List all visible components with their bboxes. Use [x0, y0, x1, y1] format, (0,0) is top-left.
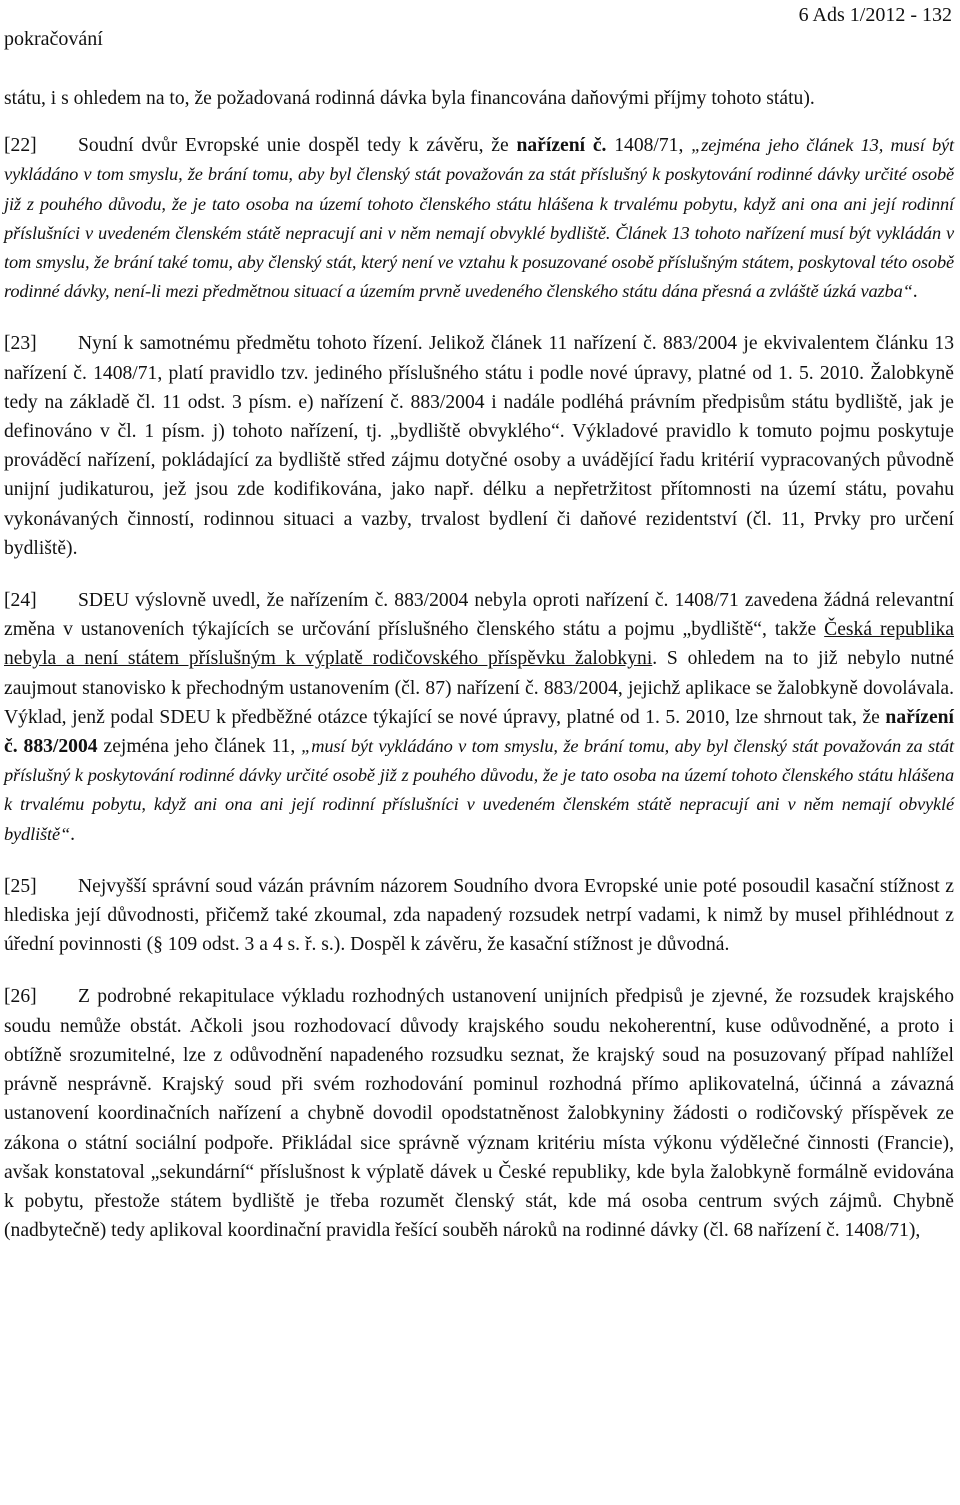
header-case-number: 6 Ads 1/2012 - 132 — [798, 4, 952, 26]
paragraph-text: . — [70, 823, 75, 845]
paragraph-number: [22] — [4, 135, 37, 157]
paragraph-25 — [4, 872, 954, 960]
paragraph-text: Nyní k samotnému předmětu tohoto řízení. Jelikož článek 11 nařízení č. 883/2004 je ekvivalentem článku 13 nařízení č. 1408/71, platí pravidlo tzv. jediného příslušného státu i podle nové úpravy, platné od 1. 5. 2010. Žalobkyně tedy na základě čl. 11 odst. 3 písm. e) nařízení č. 883/2004 i nadále podléhá právním předpisům státu bydliště, jak je definováno v čl. 1 písm. j) tohoto nařízení, tj. „bydliště obvyklého“. Výkladové pravidlo k tomuto pojmu poskytuje prováděcí nařízení, pokládající za bydliště střed zájmu dotyčné osoby a uvádějící řadu kritérií vypracovaných původně unijní judikaturou, jež jsou zde kodifikována, jako např. délku a nepřetržitost přítomnosti na území státu, povahu vykonávaných činností, rodinnou situaci a vazby, trvalost bydlení či daňové rezidentství (čl. 11, Prvky pro určení bydliště). — [4, 333, 954, 559]
paragraph-text: . S ohledem na to již nebylo nutné zaujmout stanovisko k přechodným ustanovením (čl. 87) nařízení č. 883/2004, jejichž aplikace se žalobkyně dovolávala. Výklad, jenž podal SDEU k předběžné otázce týkající se nové úpravy, platné od 1. 5. 2010, lze shrnout tak, že — [4, 648, 954, 728]
paragraph-number: [26] — [4, 986, 37, 1008]
paragraph-intro — [4, 84, 954, 113]
underlined-text: Česká republika nebyla a není státem příslušným k výplatě rodičovského příspěvku žalobkyni — [4, 619, 955, 670]
bold-text: nařízení č. — [516, 135, 607, 157]
paragraph-text: Nejvyšší správní soud vázán právním názorem Soudního dvora Evropské unie poté posoudil kasační stížnost z hlediska její důvodnosti, přičemž také zkoumal, zda napadený rozsudek netrpí vadami, k nimž by musel přihlédnout z úřední povinnosti (§ 109 odst. 3 a 4 s. ř. s.). Dospěl k závěru, že kasační stížnost je důvodná. — [4, 875, 954, 956]
paragraph-22 — [4, 131, 954, 306]
paragraph-number: [23] — [4, 333, 37, 355]
document-body — [4, 84, 954, 1268]
paragraph-text: . — [912, 281, 918, 303]
intro-text: státu, i s ohledem na to, že požadovaná rodinná dávka byla financována daňovými příjmy tohoto státu). — [4, 88, 815, 109]
paragraph-text: SDEU výslovně uvedl, že nařízením č. 883/2004 nebyla oproti nařízení č. 1408/71 zavedena žádná relevantní změna v ustanoveních týkajících se určování příslušného členského státu a pojmu „bydliště“, takže — [4, 590, 954, 641]
paragraph-number: [25] — [4, 875, 37, 897]
italic-quote: „musí být vykládáno v tom smyslu, že brání tomu, aby byl členský stát považován za stát příslušný k poskytování rodinné dávky určité osobě již z pouhého důvodu, že je tato osoba na území tohoto členského státu hlášena k trvalému pobytu, když ani ona ani její rodinní příslušníci v uvedeném členském státě nepracují ani v něm nemají obvyklé bydliště“ — [4, 736, 954, 844]
paragraph-26 — [4, 982, 954, 1245]
italic-quote: „zejména jeho článek 13, musí být vykládáno v tom smyslu, že brání tomu, aby byl členský stát považován za stát příslušný k poskytování rodinné dávky určité osobě již z pouhého důvodu, že je tato osoba na území tohoto členského státu hlášena k trvalému pobytu, když ani ona ani její rodinní příslušníci v uvedeném členském státě nepracují ani v něm nemají obvyklé bydliště. Článek 13 tohoto nařízení musí být vykládán v tom smyslu, že brání také tomu, aby členský stát, který není ve vztahu k posuzované osobě příslušným státem, poskytoval této osobě rodinné dávky, není-li mezi předmětnou situací a územím prvně uvedeného členského státu dána přesná a zvláště úzká vazba“ — [4, 135, 955, 302]
bold-text: nařízení č. 883/2004 — [4, 706, 954, 758]
paragraph-text: 1408/71, — [606, 135, 692, 157]
paragraph-24 — [4, 586, 954, 849]
header-continuation: pokračování — [4, 28, 103, 50]
paragraph-number: [24] — [4, 590, 37, 612]
paragraph-23 — [4, 329, 954, 563]
paragraph-text: Z podrobné rekapitulace výkladu rozhodných ustanovení unijních předpisů je zjevné, že rozsudek krajského soudu nemůže obstát. Ačkoli jsou rozhodovací důvody krajského soudu nekoherentní, kuse odůvodněné, a proto i obtížně srozumitelné, lze z odůvodnění napadeného rozsudku seznat, že krajský soud na posuzovaný případ nahlížel právně nesprávně. Krajský soud při svém rozhodování pominul rozhodná přímo aplikovatelná, účinná a závazná ustanovení koordinačních nařízení a chybně dovodil opodstatněnost žalobkyniny žádosti o rodičovský příspěvek ze zákona o státní sociální podpoře. Přikládal sice správně význam kritériu místa výkonu výdělečné činnosti (Francie), avšak konstatoval „sekundární“ příslušnost k výplatě dávek u České republiky, kde byla žalobkyně formálně evidována k pobytu, přestože státem bydliště je třeba rozumět členský stát, kde má osoba centrum svých zájmů. Chybně (nadbytečně) tedy aplikoval koordinační pravidla řešící souběh nároků na rodinné dávky (čl. 68 nařízení č. 1408/71), — [4, 986, 954, 1242]
paragraph-text: zejména jeho článek 11, — [97, 736, 302, 758]
paragraph-text: Soudní dvůr Evropské unie dospěl tedy k závěru, že — [78, 135, 517, 157]
